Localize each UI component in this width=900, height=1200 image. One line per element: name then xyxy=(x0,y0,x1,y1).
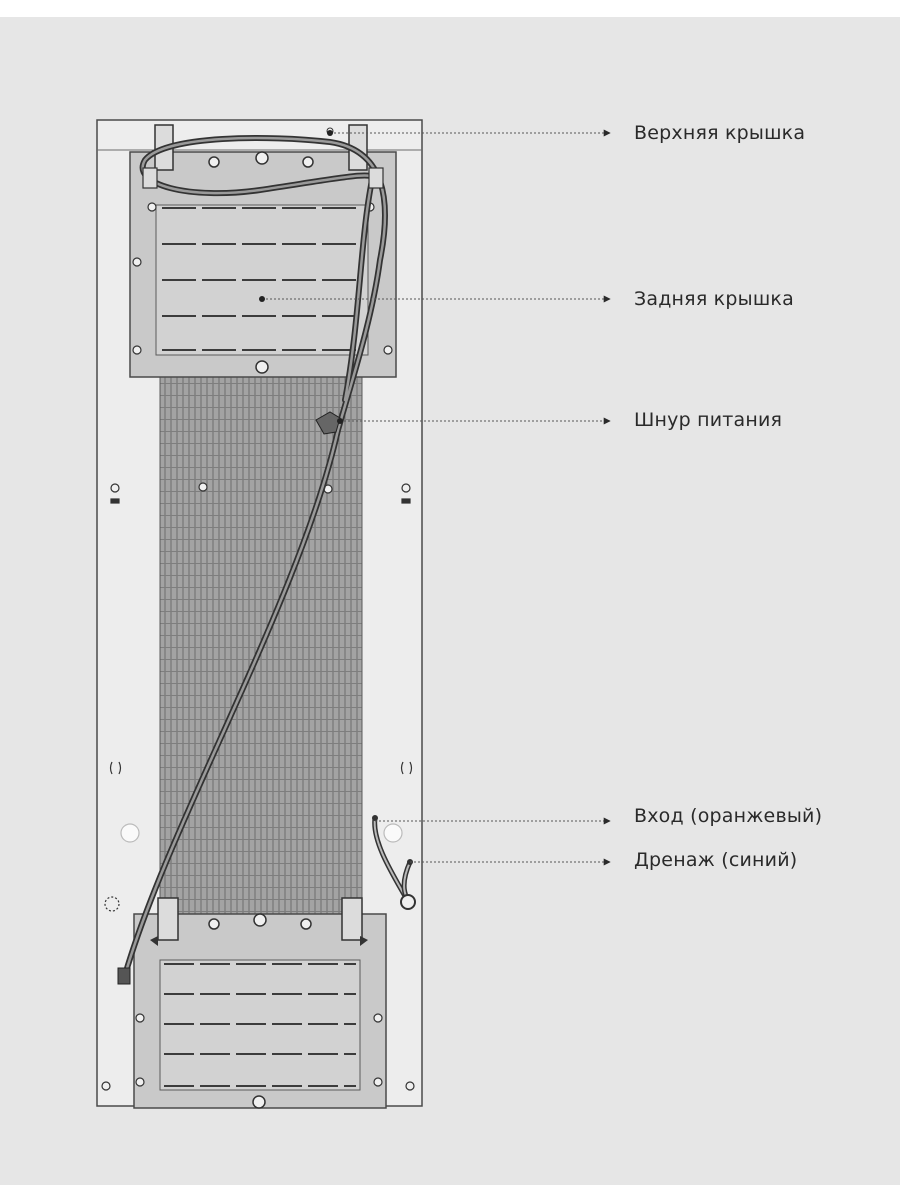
label-drain: Дренаж (синий) xyxy=(634,849,798,871)
condenser-grille xyxy=(160,360,362,915)
label-top-cover: Верхняя крышка xyxy=(634,122,806,144)
label-inlet: Вход (оранжевый) xyxy=(634,805,823,827)
label-power-cord: Шнур питания xyxy=(634,409,783,431)
label-back-cover: Задняя крышка xyxy=(634,288,794,310)
diagram-background xyxy=(0,17,900,1185)
water-dispenser-rear-diagram xyxy=(0,17,900,1185)
bottom-back-cover xyxy=(134,898,386,1108)
